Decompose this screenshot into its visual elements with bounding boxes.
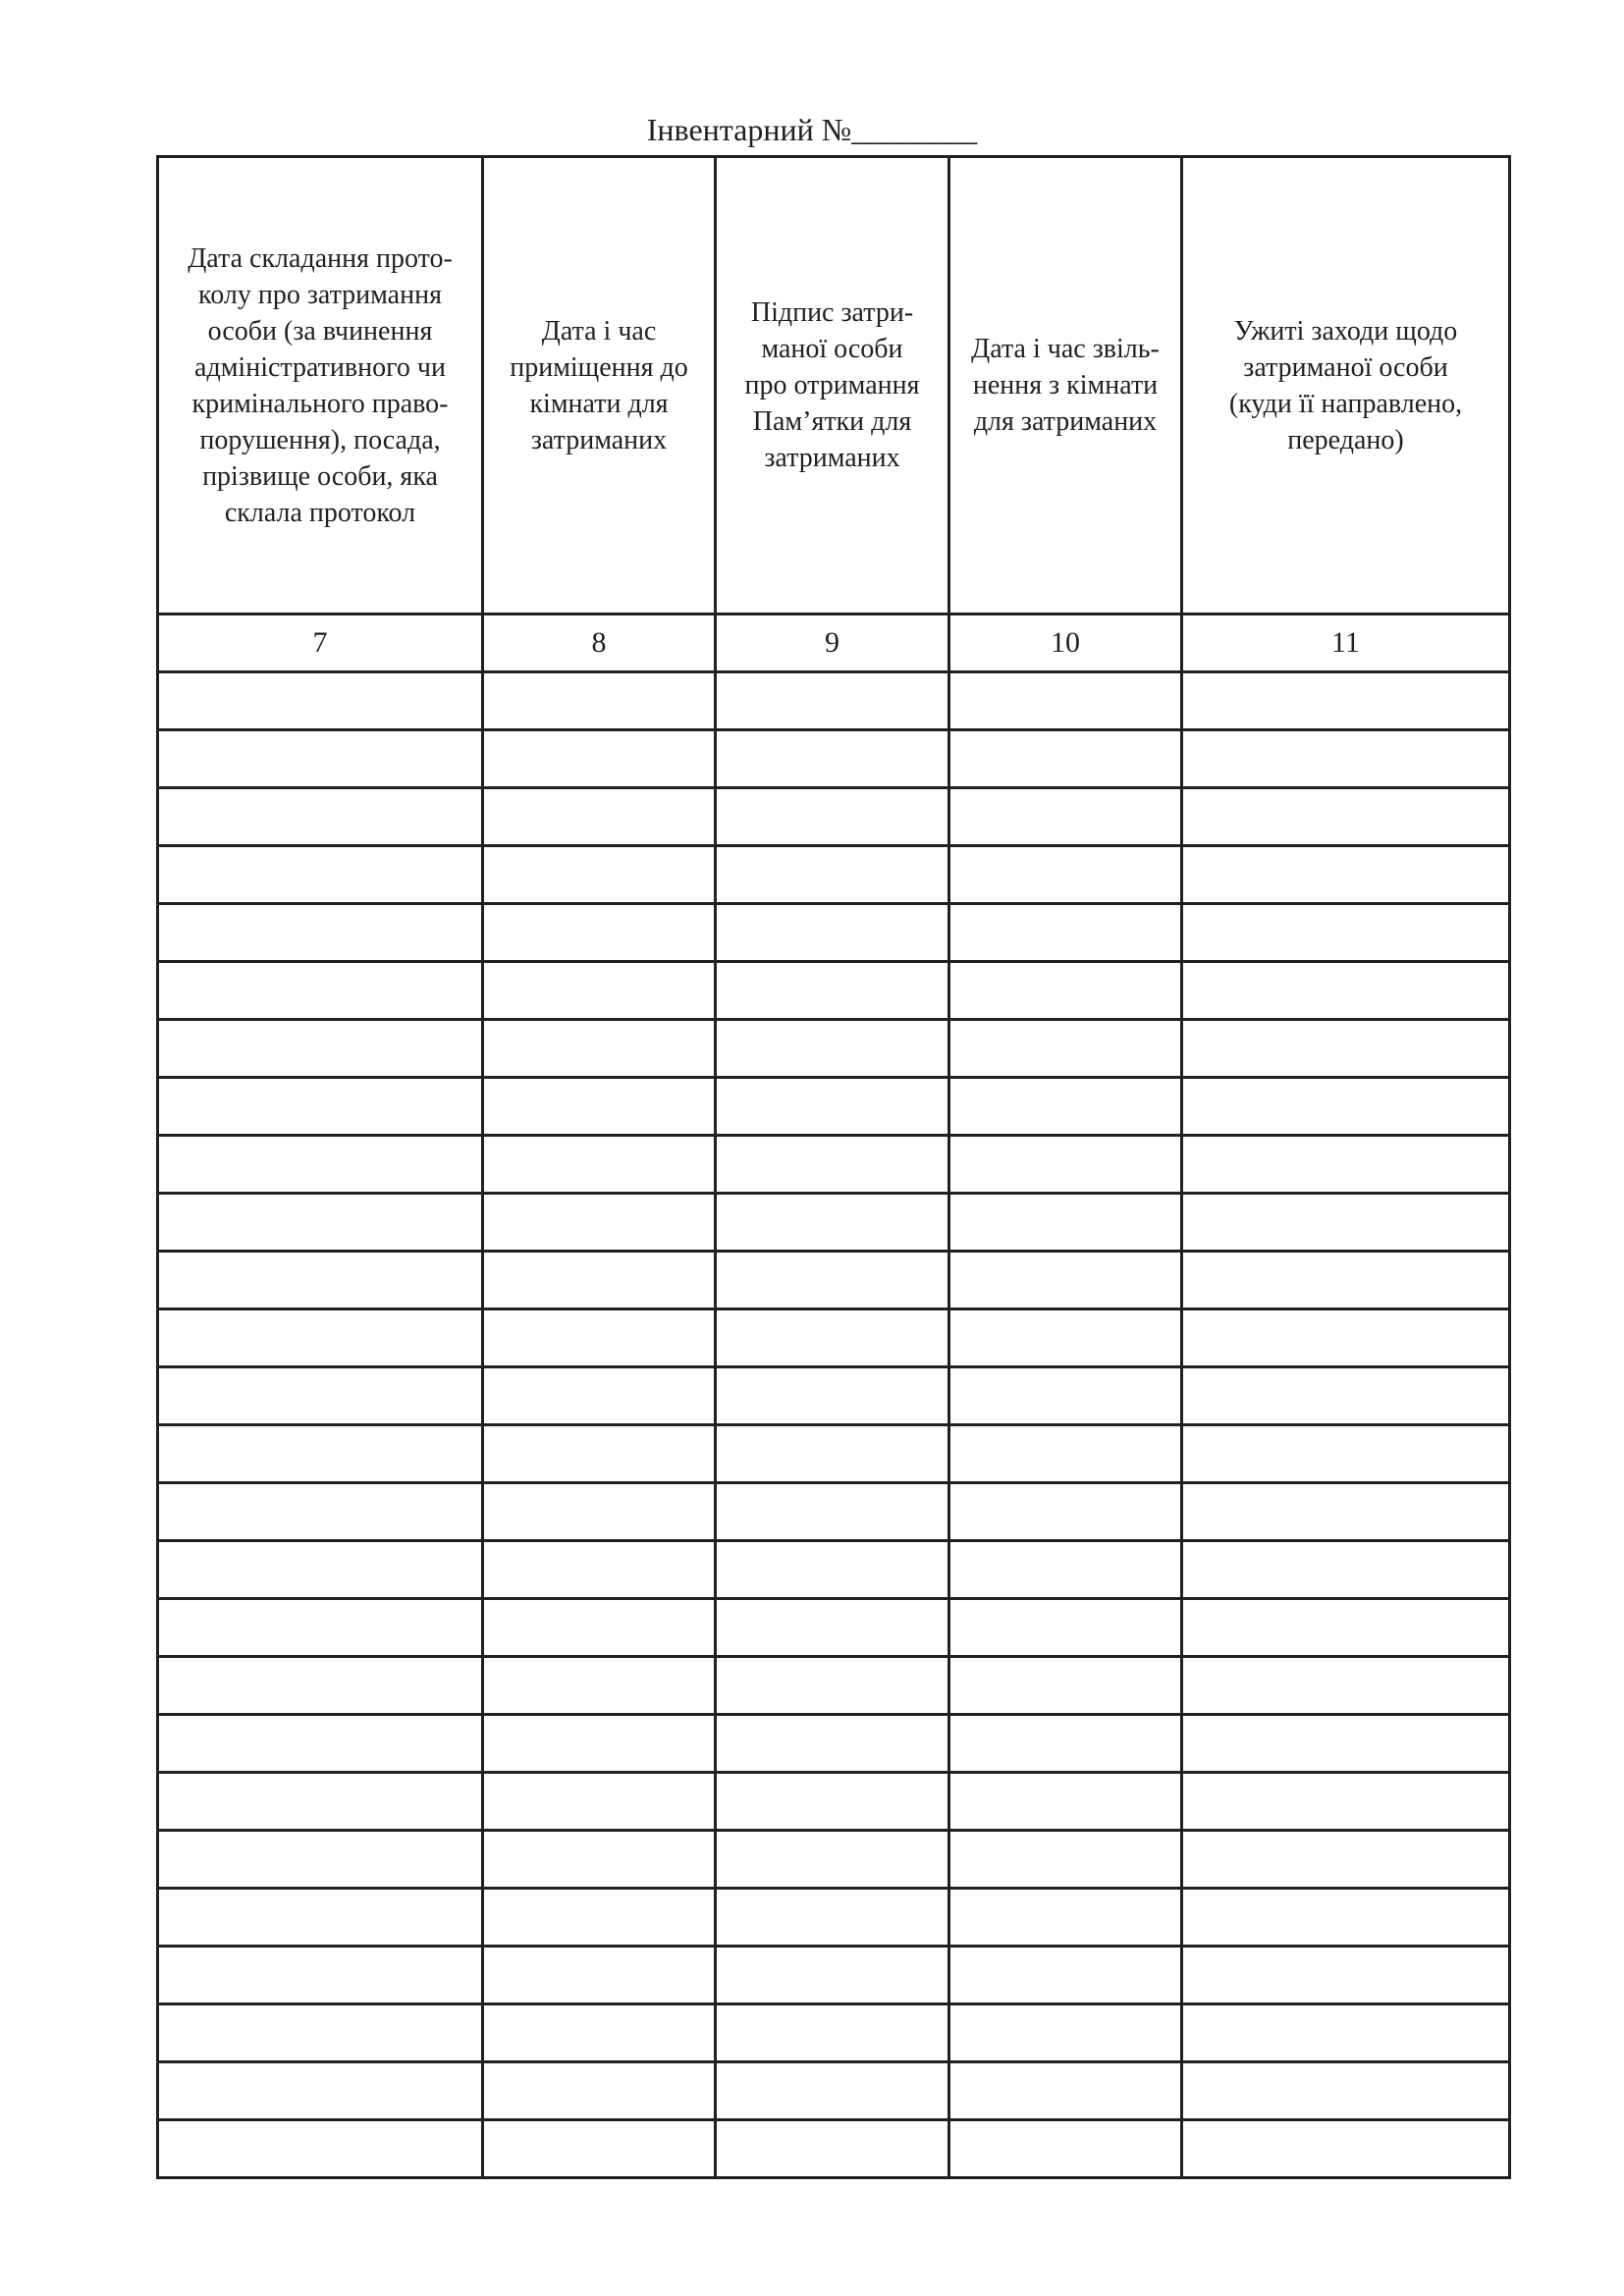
table-row — [158, 1020, 1510, 1078]
table-cell[interactable] — [158, 2004, 483, 2062]
table-cell[interactable] — [716, 1252, 949, 1309]
table-row — [158, 672, 1510, 730]
table-cell[interactable] — [949, 1715, 1182, 1773]
table-cell[interactable] — [949, 1947, 1182, 2004]
table-cell[interactable] — [158, 1252, 483, 1309]
table-cell[interactable] — [158, 788, 483, 846]
table-row — [158, 2120, 1510, 2178]
table-cell[interactable] — [716, 2004, 949, 2062]
header-protocol-date: Дата складання прото- колу про затримання особи (за вчинення адміністративного чи кримінального право- порушення), посада, прізвище особи, яка склала протокол — [158, 157, 483, 614]
table-row — [158, 846, 1510, 904]
table-cell[interactable] — [949, 2120, 1182, 2178]
table-cell[interactable] — [949, 1078, 1182, 1136]
table-cell[interactable] — [483, 2120, 716, 2178]
table-cell[interactable] — [1182, 1889, 1510, 1947]
table-cell[interactable] — [949, 904, 1182, 962]
table-cell[interactable] — [1182, 1136, 1510, 1194]
table-cell[interactable] — [483, 2062, 716, 2120]
table-cell[interactable] — [716, 846, 949, 904]
table-row — [158, 1194, 1510, 1252]
table-cell[interactable] — [716, 1136, 949, 1194]
table-cell[interactable] — [483, 1425, 716, 1483]
table-cell[interactable] — [158, 1715, 483, 1773]
table-cell[interactable] — [949, 962, 1182, 1020]
table-row — [158, 1947, 1510, 2004]
table-cell[interactable] — [716, 2062, 949, 2120]
table-cell[interactable] — [716, 1425, 949, 1483]
column-number: 10 — [949, 614, 1182, 672]
table-cell[interactable] — [158, 2062, 483, 2120]
column-number: 11 — [1182, 614, 1510, 672]
table-cell[interactable] — [483, 904, 716, 962]
column-number: 8 — [483, 614, 716, 672]
table-cell[interactable] — [949, 846, 1182, 904]
table-cell[interactable] — [158, 672, 483, 730]
table-cell[interactable] — [158, 1425, 483, 1483]
table-cell[interactable] — [716, 1078, 949, 1136]
table-cell[interactable] — [158, 2120, 483, 2178]
table-cell[interactable] — [483, 1657, 716, 1715]
table-cell[interactable] — [1182, 788, 1510, 846]
table-cell[interactable] — [949, 1309, 1182, 1367]
column-number: 7 — [158, 614, 483, 672]
table-row — [158, 1831, 1510, 1889]
table-cell[interactable] — [949, 1657, 1182, 1715]
table-cell[interactable] — [716, 788, 949, 846]
table-cell[interactable] — [483, 1599, 716, 1657]
table-cell[interactable] — [949, 1367, 1182, 1425]
table-cell[interactable] — [716, 1715, 949, 1773]
table-cell[interactable] — [158, 1367, 483, 1425]
table-row — [158, 1889, 1510, 1947]
table-cell[interactable] — [1182, 1947, 1510, 2004]
table-cell[interactable] — [1182, 1078, 1510, 1136]
table-row — [158, 1078, 1510, 1136]
table-cell[interactable] — [158, 1889, 483, 1947]
table-cell[interactable] — [949, 1889, 1182, 1947]
table-cell[interactable] — [716, 672, 949, 730]
table-cell[interactable] — [716, 962, 949, 1020]
table-row — [158, 904, 1510, 962]
table-cell[interactable] — [716, 1483, 949, 1541]
table-cell[interactable] — [716, 1889, 949, 1947]
table-cell[interactable] — [1182, 962, 1510, 1020]
table-cell[interactable] — [716, 1599, 949, 1657]
table-cell[interactable] — [483, 1947, 716, 2004]
table-cell[interactable] — [716, 1020, 949, 1078]
table-cell[interactable] — [949, 2004, 1182, 2062]
table-cell[interactable] — [158, 1078, 483, 1136]
table-row — [158, 730, 1510, 788]
table-cell[interactable] — [1182, 672, 1510, 730]
table-cell[interactable] — [158, 962, 483, 1020]
table-cell[interactable] — [158, 1194, 483, 1252]
table-cell[interactable] — [1182, 1309, 1510, 1367]
table-row — [158, 2062, 1510, 2120]
detention-register-table — [156, 155, 1511, 2179]
table-cell[interactable] — [716, 730, 949, 788]
table-cell[interactable] — [716, 1367, 949, 1425]
table-cell[interactable] — [1182, 1599, 1510, 1657]
table-cell[interactable] — [949, 1541, 1182, 1599]
table-cell[interactable] — [716, 1541, 949, 1599]
table-cell[interactable] — [158, 904, 483, 962]
table-cell[interactable] — [949, 730, 1182, 788]
header-release-datetime: Дата і час звіль- нення з кімнати для затриманих — [949, 157, 1182, 614]
table-cell[interactable] — [716, 2120, 949, 2178]
table-cell[interactable] — [483, 1367, 716, 1425]
table-cell[interactable] — [1182, 2062, 1510, 2120]
table-cell[interactable] — [949, 1020, 1182, 1078]
table-cell[interactable] — [1182, 1020, 1510, 1078]
table-cell[interactable] — [483, 788, 716, 846]
table-cell[interactable] — [483, 1831, 716, 1889]
table-cell[interactable] — [158, 1773, 483, 1831]
table-row — [158, 1773, 1510, 1831]
table-cell[interactable] — [716, 1657, 949, 1715]
table-cell[interactable] — [1182, 904, 1510, 962]
table-cell[interactable] — [483, 846, 716, 904]
table-cell[interactable] — [483, 1483, 716, 1541]
table-cell[interactable] — [483, 1541, 716, 1599]
column-number-row — [158, 614, 1510, 672]
table-cell[interactable] — [1182, 1715, 1510, 1773]
table-cell[interactable] — [716, 1831, 949, 1889]
table-row — [158, 1367, 1510, 1425]
table-cell[interactable] — [1182, 846, 1510, 904]
table-cell[interactable] — [483, 1020, 716, 1078]
table-row — [158, 1309, 1510, 1367]
table-cell[interactable] — [716, 904, 949, 962]
table-cell[interactable] — [1182, 2004, 1510, 2062]
header-signature: Підпис затри- маної особи про отримання Пам’ятки для затриманих — [716, 157, 949, 614]
table-cell[interactable] — [158, 1020, 483, 1078]
table-cell[interactable] — [949, 1483, 1182, 1541]
table-cell[interactable] — [949, 1136, 1182, 1194]
table-cell[interactable] — [158, 1541, 483, 1599]
table-cell[interactable] — [158, 1483, 483, 1541]
table-cell[interactable] — [949, 672, 1182, 730]
table-cell[interactable] — [949, 1252, 1182, 1309]
inventory-number-label: Інвентарний №________ — [646, 112, 978, 147]
table-cell[interactable] — [949, 1425, 1182, 1483]
table-cell[interactable] — [949, 1773, 1182, 1831]
table-cell[interactable] — [1182, 1773, 1510, 1831]
table-cell[interactable] — [716, 1309, 949, 1367]
table-cell[interactable] — [483, 1309, 716, 1367]
table-cell[interactable] — [716, 1773, 949, 1831]
table-cell[interactable] — [1182, 1831, 1510, 1889]
table-row — [158, 1715, 1510, 1773]
table-row — [158, 962, 1510, 1020]
table-cell[interactable] — [158, 1947, 483, 2004]
table-cell[interactable] — [483, 1136, 716, 1194]
table-cell[interactable] — [483, 730, 716, 788]
table-row — [158, 788, 1510, 846]
table-cell[interactable] — [1182, 1252, 1510, 1309]
table-row — [158, 1483, 1510, 1541]
table-row — [158, 1136, 1510, 1194]
table-cell[interactable] — [483, 1889, 716, 1947]
table-cell[interactable] — [1182, 1541, 1510, 1599]
table-row — [158, 1252, 1510, 1309]
table-cell[interactable] — [716, 1947, 949, 2004]
table-cell[interactable] — [483, 1194, 716, 1252]
table-cell[interactable] — [158, 1136, 483, 1194]
table-cell[interactable] — [158, 1309, 483, 1367]
table-row — [158, 1541, 1510, 1599]
table-cell[interactable] — [483, 1715, 716, 1773]
table-cell[interactable] — [949, 1599, 1182, 1657]
table-cell[interactable] — [158, 1599, 483, 1657]
table-cell[interactable] — [1182, 1657, 1510, 1715]
table-cell[interactable] — [483, 2004, 716, 2062]
table-row — [158, 2004, 1510, 2062]
table-cell[interactable] — [483, 1252, 716, 1309]
header-row — [158, 157, 1510, 614]
table-cell[interactable] — [158, 846, 483, 904]
table-cell[interactable] — [158, 730, 483, 788]
table-cell[interactable] — [1182, 1194, 1510, 1252]
table-cell[interactable] — [949, 2062, 1182, 2120]
table-cell[interactable] — [1182, 1425, 1510, 1483]
table-cell[interactable] — [158, 1657, 483, 1715]
table-cell[interactable] — [483, 962, 716, 1020]
header-measures-taken: Ужиті заходи щодо затриманої особи (куди її направлено, передано) — [1182, 157, 1510, 614]
table-cell[interactable] — [1182, 1367, 1510, 1425]
table-cell[interactable] — [949, 1194, 1182, 1252]
table-row — [158, 1657, 1510, 1715]
column-number: 9 — [716, 614, 949, 672]
table-cell[interactable] — [483, 1078, 716, 1136]
table-row — [158, 1425, 1510, 1483]
table-cell[interactable] — [1182, 730, 1510, 788]
table-cell[interactable] — [158, 1831, 483, 1889]
table-cell[interactable] — [1182, 2120, 1510, 2178]
table-cell[interactable] — [483, 1773, 716, 1831]
table-row — [158, 1599, 1510, 1657]
table-cell[interactable] — [949, 1831, 1182, 1889]
table-cell[interactable] — [949, 788, 1182, 846]
header-placement-datetime: Дата і час приміщення до кімнати для затриманих — [483, 157, 716, 614]
table-cell[interactable] — [1182, 1483, 1510, 1541]
table-cell[interactable] — [716, 1194, 949, 1252]
table-cell[interactable] — [483, 672, 716, 730]
